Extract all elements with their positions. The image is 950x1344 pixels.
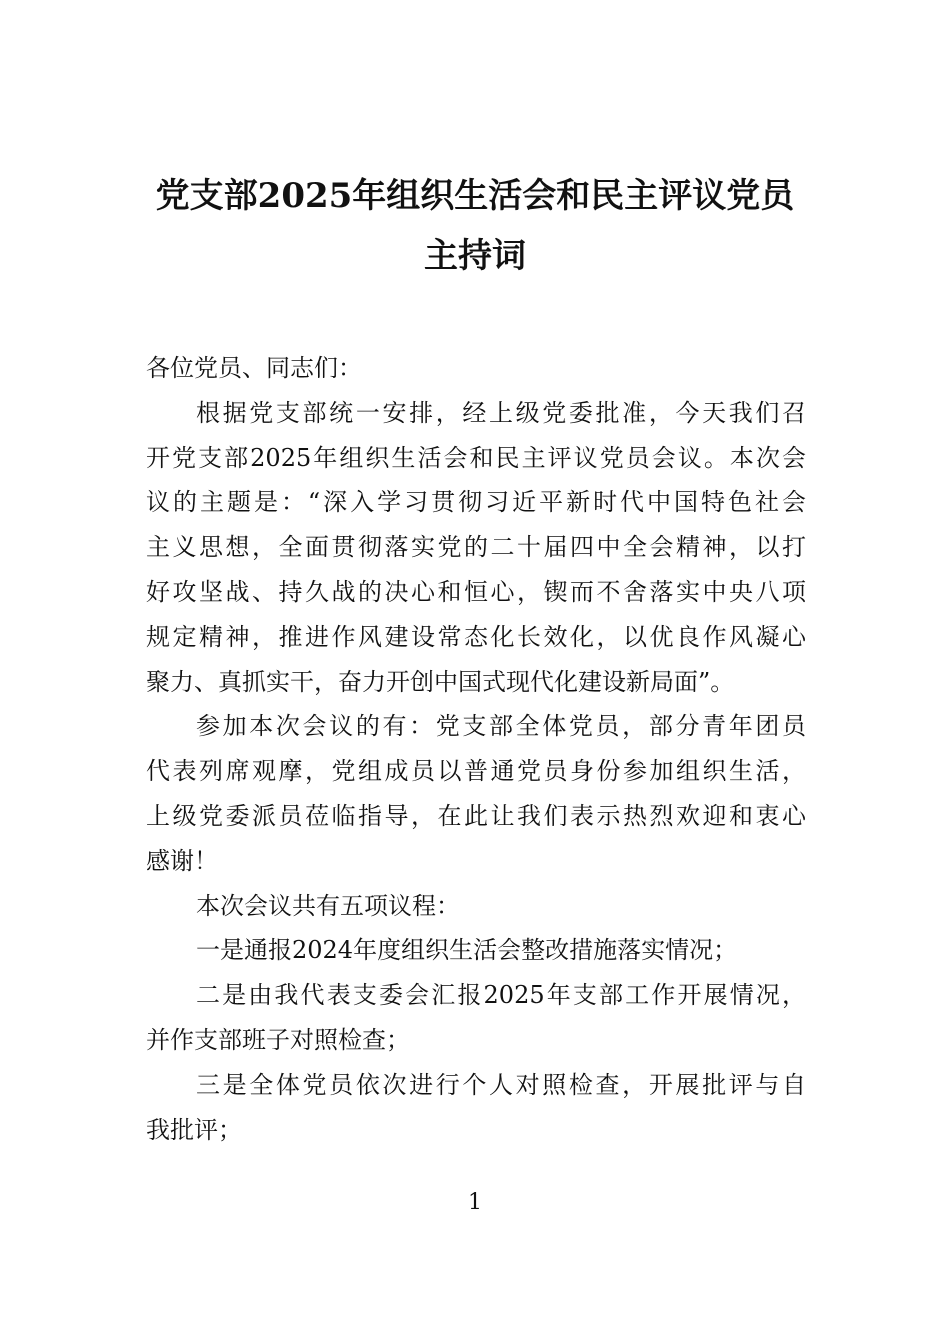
paragraph-1-line-7: 聚力、真抓实干，奋力开创中国式现代化建设新局面”。 bbox=[146, 667, 735, 696]
agenda-item-3-line-2: 我批评； bbox=[146, 1115, 242, 1144]
page-number: 1 bbox=[468, 1190, 482, 1215]
paragraph-2-line-2: 代表列席观摩，党组成员以普通党员身份参加组织生活， bbox=[146, 757, 806, 786]
title-line-2: 主持词 bbox=[424, 236, 526, 276]
paragraph-2-line-3: 上级党委派员莅临指导，在此让我们表示热烈欢迎和衷心 bbox=[146, 801, 806, 830]
paragraph-1-line-4: 主义思想，全面贯彻落实党的二十届四中全会精神，以打 bbox=[146, 533, 806, 562]
agenda-item-2-line-1: 二是由我代表支委会汇报2025年支部工作开展情况， bbox=[196, 981, 806, 1010]
title-line-1: 党支部2025年组织生活会和民主评议党员 bbox=[155, 176, 795, 216]
agenda-item-2-line-2: 并作支部班子对照检查； bbox=[146, 1025, 410, 1054]
agenda-intro-line: 本次会议共有五项议程： bbox=[196, 891, 460, 920]
paragraph-1-line-2: 开党支部2025年组织生活会和民主评议党员会议。本次会 bbox=[146, 443, 806, 472]
paragraph-1-line-6: 规定精神，推进作风建设常态化长效化，以优良作风凝心 bbox=[146, 622, 806, 651]
agenda-item-3-line-1: 三是全体党员依次进行个人对照检查，开展批评与自 bbox=[196, 1070, 806, 1099]
document-title bbox=[140, 166, 810, 286]
document-body bbox=[146, 346, 806, 1152]
paragraph-1-line-3: 议的主题是：“深入学习贯彻习近平新时代中国特色社会 bbox=[146, 488, 806, 517]
paragraph-2-line-1: 参加本次会议的有：党支部全体党员，部分青年团员 bbox=[196, 712, 806, 741]
agenda-item-1-line: 一是通报2024年度组织生活会整改措施落实情况； bbox=[196, 936, 738, 965]
paragraph-1-line-5: 好攻坚战、持久战的决心和恒心，锲而不舍落实中央八项 bbox=[146, 577, 806, 606]
paragraph-2-line-4: 感谢！ bbox=[146, 846, 218, 875]
paragraph-1-line-1: 根据党支部统一安排，经上级党委批准，今天我们召 bbox=[196, 398, 806, 427]
salutation-line: 各位党员、同志们： bbox=[146, 354, 362, 382]
